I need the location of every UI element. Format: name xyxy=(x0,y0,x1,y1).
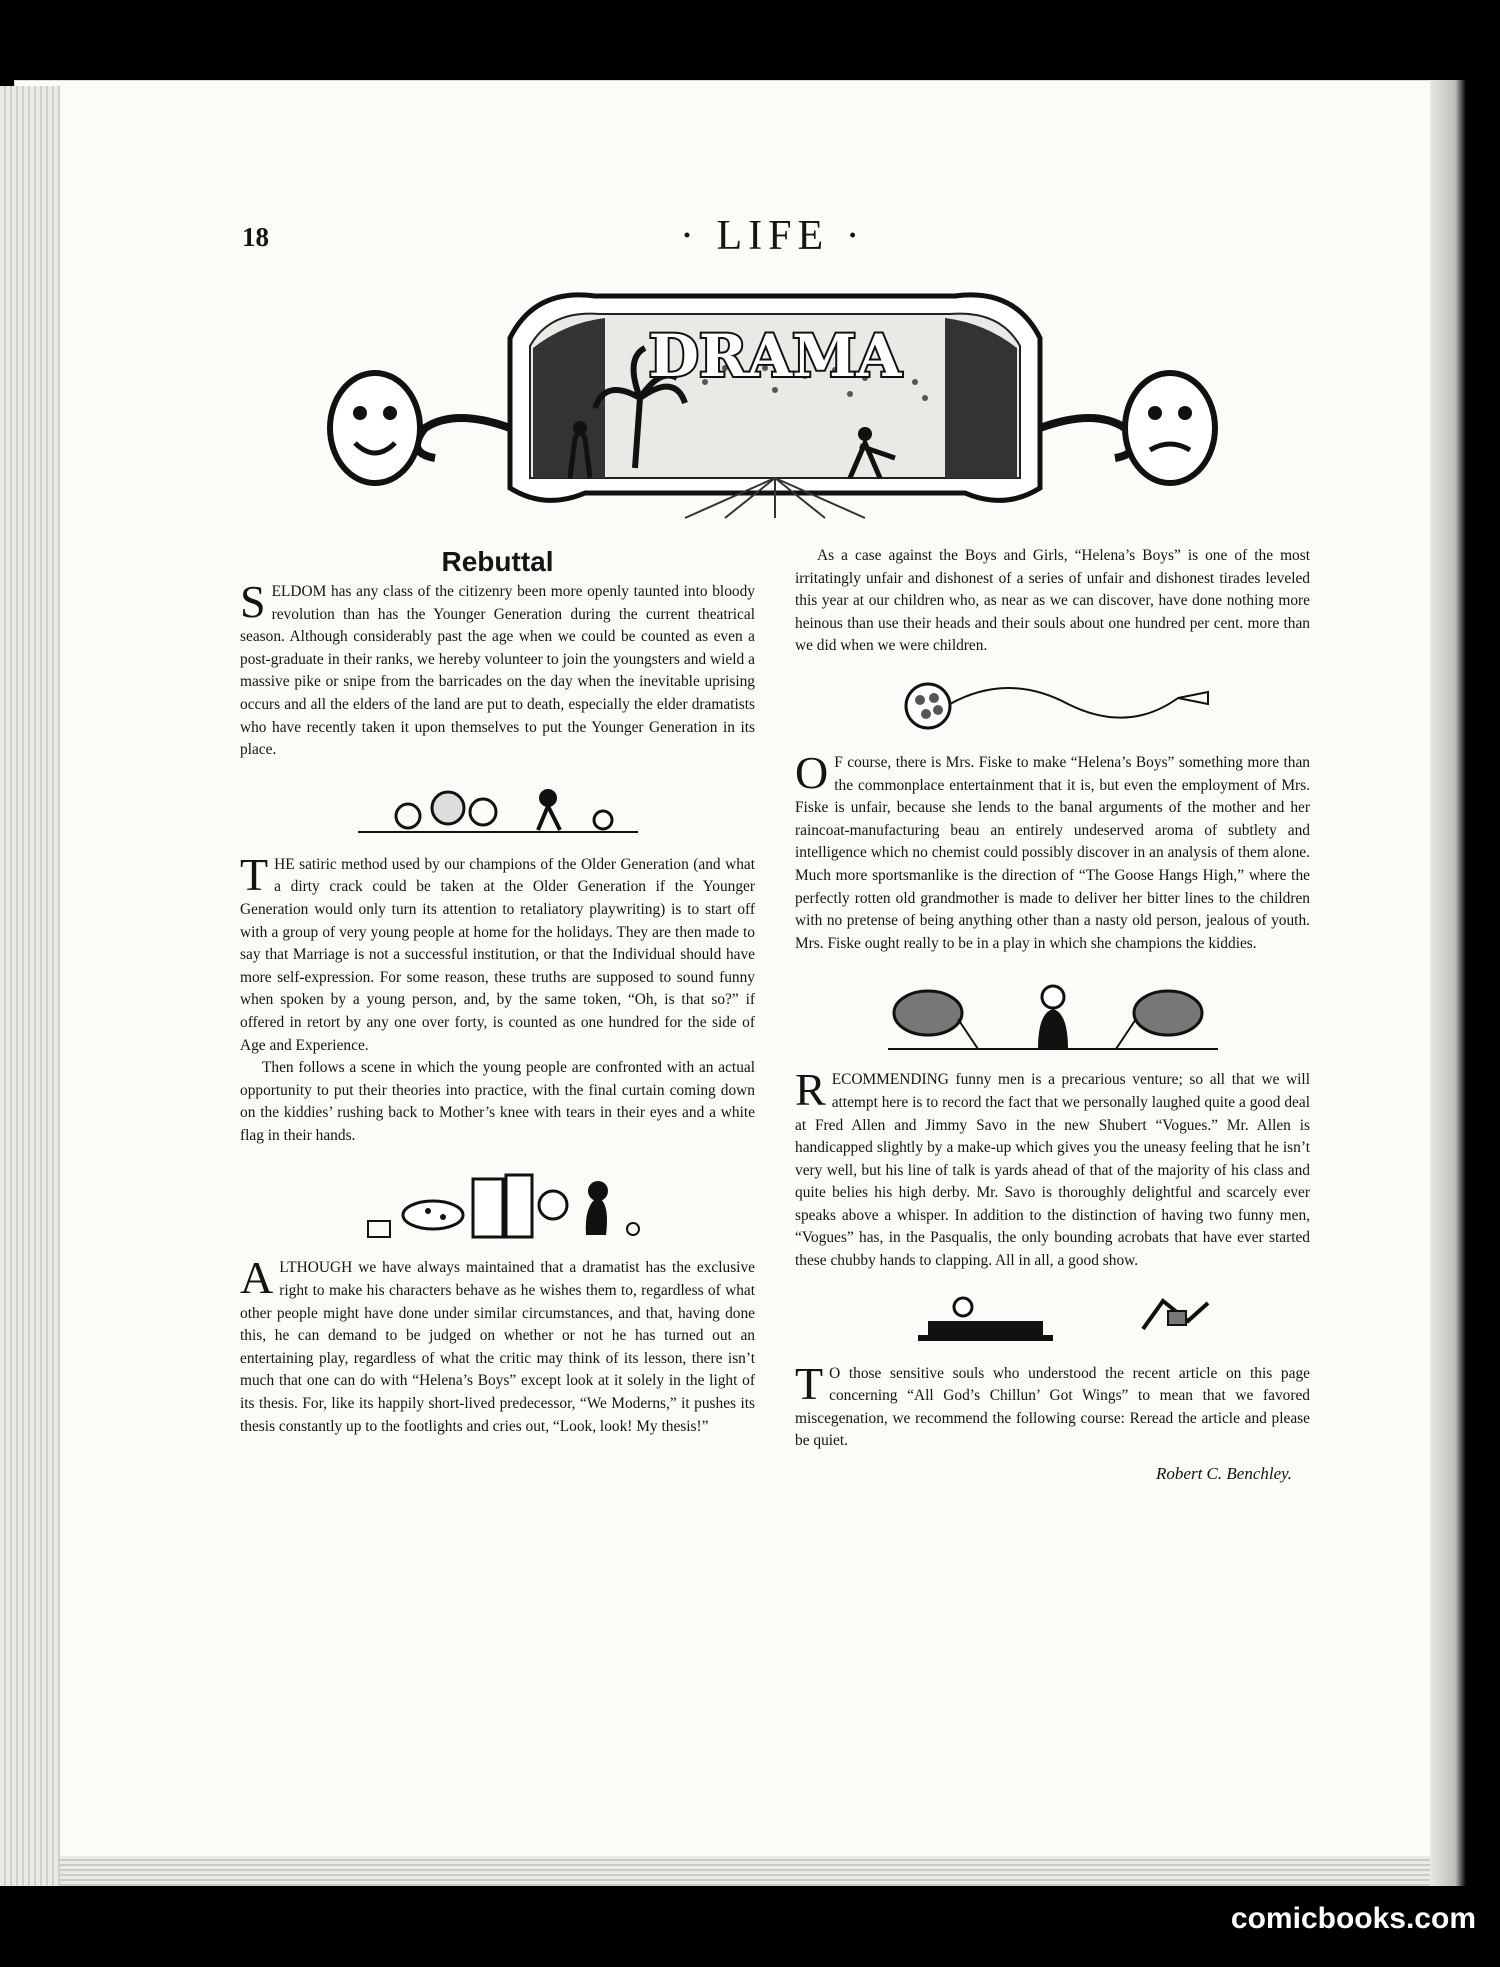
paragraph-1: SELDOM has any class of the citizenry been more openly taunted into bloody revolution than has the Younger Generation during the current theatrical season. Although considerably past the age when we could be counted as even a post-graduate in their ranks, we hereby volunteer to join the youngsters and wield a massive pike or snipe from the barricades on the day when the inevitable uprising occurs and all the elders of the land are put to death, especially the elder dramatists who have recently taken it upon themselves to put the Younger Generation in its place. xyxy=(240,576,755,759)
paragraph-3: Then follows a scene in which the young people are confronted with an actual opportunity to put their theories into practice, with the final curtain coming down on the kiddies’ rushing back to Mother’s knee with tears in their eyes and a white flag in their hands. xyxy=(240,1059,755,1144)
page-stack-edge xyxy=(0,86,60,1886)
banner-title: DRAMA xyxy=(648,322,902,390)
paragraph-4: ALTHOUGH we have always maintained that a dramatist has the exclusive right to make his characters behave as he wishes them to, regardless of what other people might have done under similar circumstances, and that, having done this, he can demand to be judged on whether or not he has turned out an entertaining play, regardless of what the critic may think of its lesson, there isn’t much that one can do with “Helena’s Boys” except look at it solely in the light of its thesis. For, like its happily short-lived predecessor, “We Moderns,” it pushes its thesis constantly up to the footlights and cries out, “Look, look! My thesis!” xyxy=(240,1252,755,1435)
page-stack-bottom xyxy=(60,1856,1440,1886)
paragraph-6: OF course, there is Mrs. Fiske to make “Helena’s Boys” something more than the commonplace entertainment that it is, but even the employment of Mrs. Fiske is unfair, because she lends to the banal arguments of the mother and her raincoat-manufacturing beau an entirely undeserved aroma of subtlety and intelligence which no chemist could possibly discover in an analysis of them alone. Much more sportsmanlike is the direction of “The Goose Hangs High,” where the perfectly rotten old grandmother is made to deliver her bitter lines to the children with no pretense of being anything other than a nasty old person, jealous of youth. Mrs. Fiske ought really to be in a play in which she champions the kiddies. xyxy=(795,746,1310,952)
paragraph-5: As a case against the Boys and Girls, “Helena’s Boys” is one of the most irritatingly unfair and dishonest of a series of unfair and dishonest tirades leveled this year at our children who, as near as we can discover, have done nothing more heinous than use their heads and their souls about one hundred per cent. more than we did when we were children. xyxy=(795,547,1310,655)
spot-illustration-funny-men xyxy=(878,973,1228,1053)
author-signature: Robert C. Benchley. xyxy=(1156,1464,1292,1484)
masthead: · LIFE · xyxy=(680,213,866,259)
binding-fold xyxy=(1430,80,1466,1886)
article-title: Rebuttal xyxy=(441,546,554,577)
column-right xyxy=(795,545,1310,1486)
paragraph-7: RECOMMENDING funny men is a precarious venture; so all that we will attempt here is to record the fact that we personally laughed quite a good deal at Fred Allen and Jimmy Savo in the new Shubert “Vogues.” Mr. Allen is handicapped slightly by a make-up which gives you the uneasy feeling that he isn’t very well, but his line of talk is yards ahead of that of the majority of his class and quite belies his high derby. Mr. Savo is thoroughly delightful and scarcely ever speaks above a whisper. In addition to the distinction of having two funny men, “Vogues” has, in the Pasqualis, the only bounding acrobats that have ever started these chubby hands to clapping. All in all, a good show. xyxy=(795,1064,1310,1270)
paragraph-8: TO those sensitive souls who understood the recent article on this page concerning “All God’s Chillun’ Got Wings” to mean that we favored miscegenation, we recommend the following course: Reread the article and please be quiet. xyxy=(795,1357,1310,1450)
column-left xyxy=(240,545,755,1438)
spot-illustration-coffin xyxy=(888,1291,1218,1347)
drama-banner-illustration xyxy=(305,278,1240,523)
watermark: comicbooks.com xyxy=(1230,1902,1476,1935)
page-number: 18 xyxy=(242,222,269,252)
spot-illustration-toys xyxy=(348,1165,648,1241)
paragraph-2: THE satiric method used by our champions of the Older Generation (and what a dirty crack could be taken at the Older Generation if the Younger Generation would only turn its attention to retaliatory playwriting) is to start off with a group of very young people at home for the holidays. They are then made to say that Marriage is not a successful institution, or that the Individual should have more self-expression. For some reason, these truths are supposed to sound funny when spoken by a young person, and, by the same token, “Oh, is that so?” if offered in retort by any one over forty, is counted as one hundred for the side of Age and Experience. xyxy=(240,848,755,1054)
spot-illustration-children xyxy=(348,780,648,838)
spot-illustration-bouquet xyxy=(888,676,1218,736)
